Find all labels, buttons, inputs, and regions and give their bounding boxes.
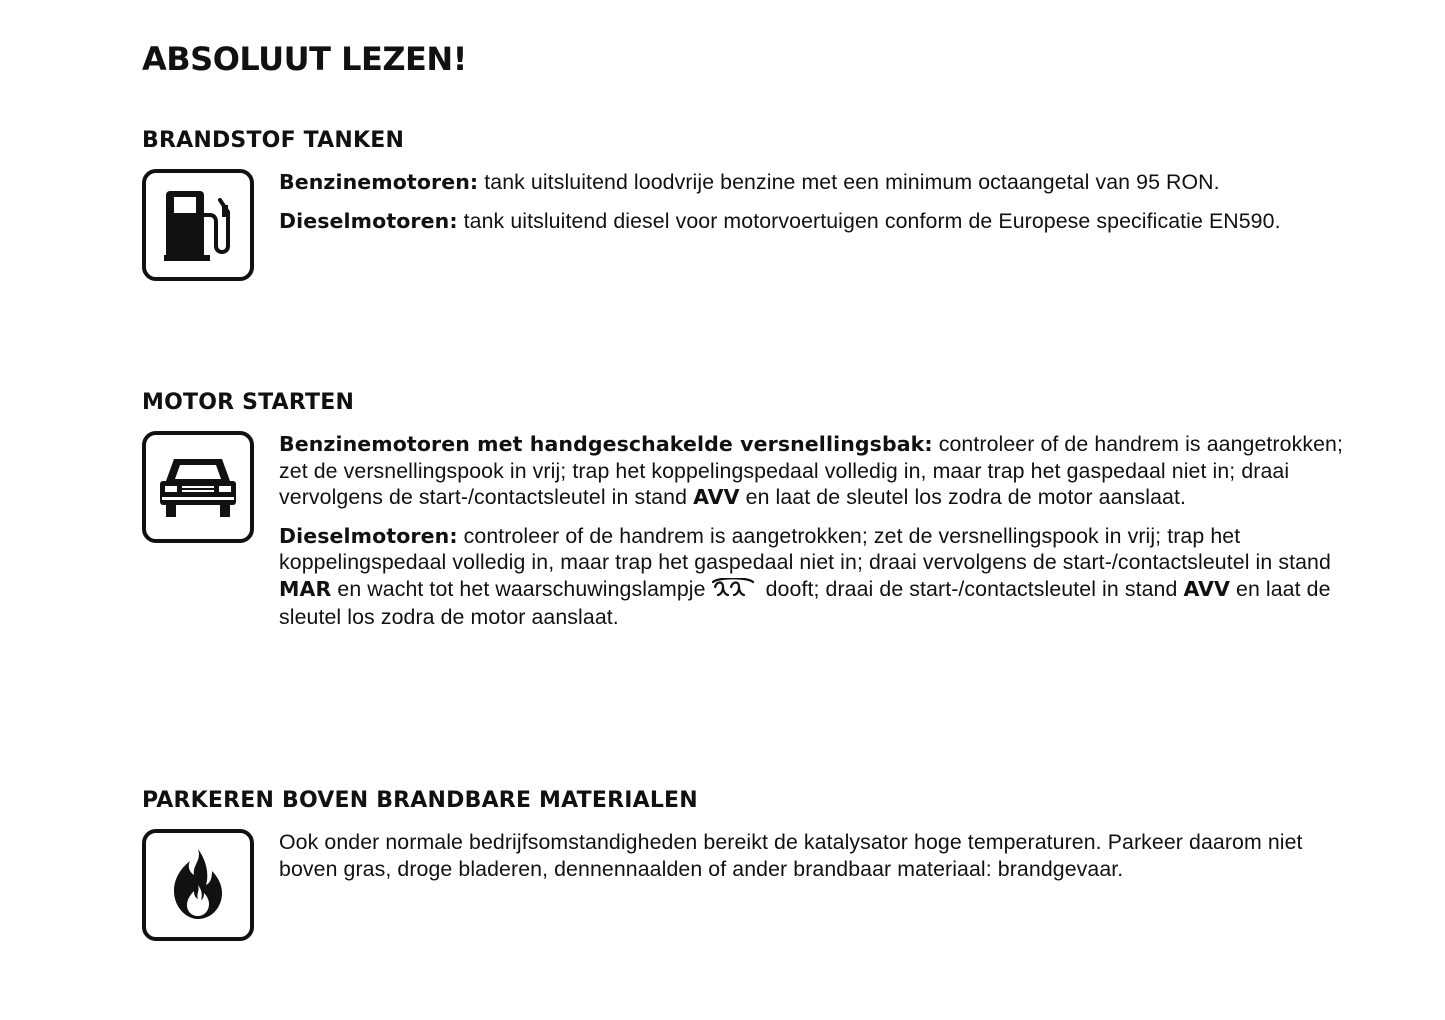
start-petrol-paragraph bbox=[279, 431, 1362, 511]
fuel-pump-icon bbox=[142, 169, 254, 281]
section-start bbox=[142, 388, 1362, 629]
fuel-diesel-lead: Dieselmotoren: bbox=[279, 208, 458, 233]
parking-text bbox=[279, 829, 1362, 894]
key-position-avv-diesel: AVV bbox=[1183, 576, 1230, 601]
fuel-petrol-paragraph bbox=[279, 169, 1362, 196]
key-position-avv: AVV bbox=[693, 485, 740, 509]
car-front-icon bbox=[142, 431, 254, 543]
fuel-diesel-text: tank uitsluitend diesel voor motorvoertuigen conform de Europese specificatie EN590. bbox=[457, 208, 1281, 233]
page-title: ABSOLUUT LEZEN! bbox=[142, 40, 467, 78]
glow-plug-warning-icon bbox=[712, 578, 754, 605]
section-parking bbox=[142, 786, 1362, 881]
start-petrol-text-after: en laat de sleutel los zodra de motor aanslaat. bbox=[739, 485, 1186, 509]
start-diesel-text: controleer of de handrem is aangetrokken; zet de versnellingspook in vrij; trap het koppelingspedaal volledig in, maar trap het gaspedaal niet in; draai vervolgens de start-/contactsleutel in stand bbox=[279, 523, 1331, 574]
key-position-mar: MAR bbox=[279, 576, 332, 601]
section-title-start: MOTOR STARTEN bbox=[142, 390, 355, 415]
start-diesel-text-mid: en wacht tot het waarschuwingslampje bbox=[331, 576, 706, 601]
section-title-parking: PARKEREN BOVEN BRANDBARE MATERIALEN bbox=[142, 788, 698, 813]
start-diesel-lead: Dieselmotoren: bbox=[279, 523, 458, 548]
start-diesel-text-after: en laat de sleutel los zodra de motor aanslaat. bbox=[279, 576, 1331, 629]
start-text bbox=[279, 431, 1362, 643]
fuel-diesel-paragraph bbox=[279, 208, 1362, 235]
fire-hazard-icon bbox=[142, 829, 254, 941]
start-petrol-lead: Benzinemotoren met handgeschakelde versnellingsbak: bbox=[279, 432, 933, 456]
section-fuel bbox=[142, 126, 1362, 233]
start-diesel-text-mid2: dooft; draai de start-/contactsleutel in stand bbox=[759, 576, 1184, 601]
fuel-petrol-lead: Benzinemotoren: bbox=[279, 170, 479, 194]
section-title-fuel: BRANDSTOF TANKEN bbox=[142, 128, 405, 153]
fuel-petrol-text: tank uitsluitend loodvrije benzine met een minimum octaangetal van 95 RON. bbox=[478, 170, 1220, 194]
fuel-text bbox=[279, 169, 1362, 246]
start-petrol-text: controleer of de handrem is aangetrokken; zet de versnellingspook in vrij; trap het koppelingspedaal volledig in, maar trap het gaspedaal niet in; draai vervolgens de start-/contactsleutel in stand bbox=[279, 432, 1343, 509]
parking-paragraph: Ook onder normale bedrijfsomstandigheden bereikt de katalysator hoge temperaturen. Parkeer daarom niet boven gras, droge bladeren, dennennaalden of ander brandbaar materiaal: brandgevaar. bbox=[279, 830, 1303, 881]
start-diesel-paragraph bbox=[279, 523, 1362, 631]
